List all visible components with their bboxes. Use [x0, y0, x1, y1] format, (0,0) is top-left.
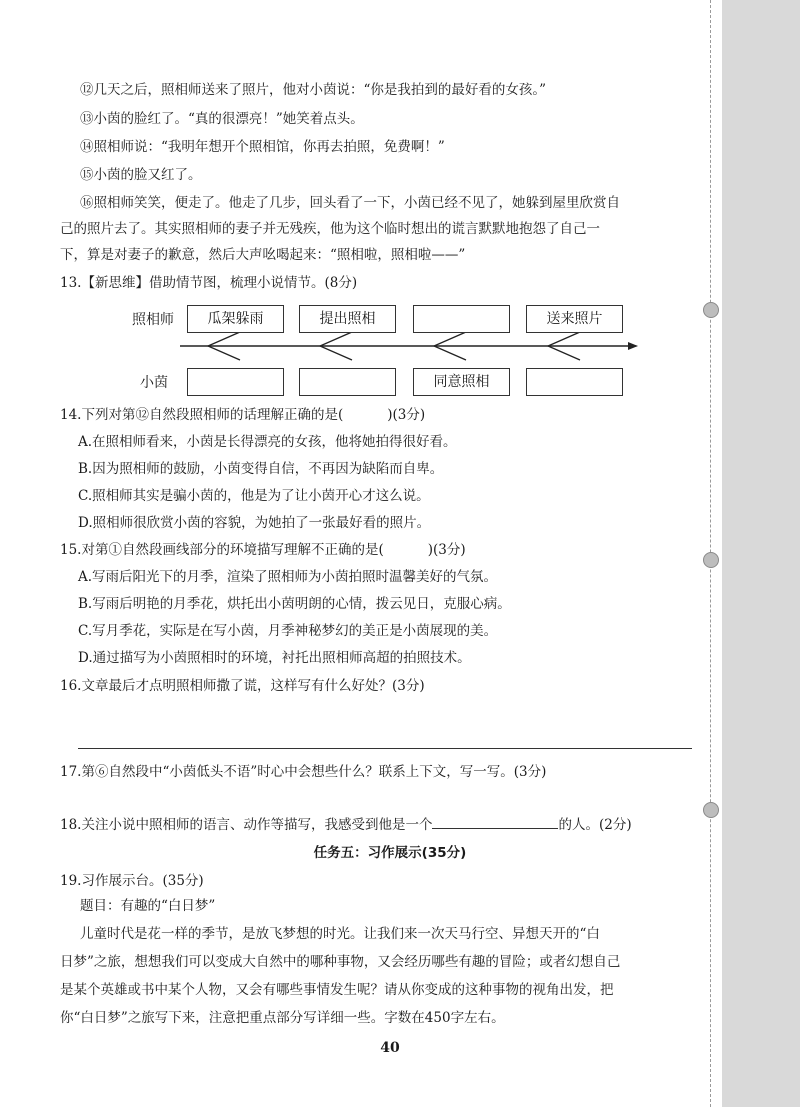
essay-instructions-line: 是某个英雄或书中某个人物，又会有哪些事情发生呢？请从你变成的这种事物的视角出发，把 — [60, 982, 614, 998]
answer-blank[interactable] — [432, 814, 558, 829]
essay-instructions-line: 儿童时代是花一样的季节，是放飞梦想的时光。让我们来一次天马行空、异想天开的“白 — [80, 926, 600, 942]
option[interactable]: B.写雨后明艳的月季花，烘托出小茵明朗的心情，拨云见日，克服心病。 — [78, 596, 511, 612]
option[interactable]: B.因为照相师的鼓励，小茵变得自信，不再因为缺陷而自卑。 — [78, 461, 444, 477]
paragraph-16-line: ⑯照相师笑笑，便走了。他走了几步，回头看了一下，小茵已经不见了，她躲到屋里欣赏自 — [80, 195, 620, 211]
plot-answer-box[interactable] — [187, 368, 284, 396]
option[interactable]: C.照相师其实是骗小茵的，他是为了让小茵开心才这么说。 — [78, 488, 430, 504]
essay-instructions-line: 你“白日梦”之旅写下来，注意把重点部分写详细一些。字数在450字左右。 — [60, 1010, 505, 1026]
paragraph-12: ⑫几天之后，照相师送来了照片，他对小茵说：“你是我拍到的最好看的女孩。” — [80, 82, 547, 98]
plot-arrowhead — [628, 342, 638, 350]
essay-instructions-line: 日梦”之旅，想想我们可以变成大自然中的哪种事物，又会经历哪些有趣的冒险；或者幻想自己 — [60, 954, 621, 970]
question-13-prompt: 13.【新思维】借助情节图，梳理小说情节。(8分) — [60, 275, 358, 291]
paragraph-15: ⑮小茵的脸又红了。 — [80, 167, 202, 183]
plot-answer-box[interactable] — [526, 368, 623, 396]
option[interactable]: D.照相师很欣赏小茵的容貌，为她拍了一张最好看的照片。 — [78, 515, 431, 531]
answer-line[interactable] — [78, 748, 692, 749]
option[interactable]: C.写月季花，实际是在写小茵，月季神秘梦幻的美正是小茵展现的美。 — [78, 623, 498, 639]
plot-box-filled: 提出照相 — [299, 305, 396, 333]
plot-row-label: 照相师 — [132, 312, 174, 328]
question-18-prompt: 18.关注小说中照相师的语言、动作等描写，我感受到他是一个 的人。(2分) — [60, 814, 632, 835]
plot-box-filled: 同意照相 — [413, 368, 510, 396]
paragraph-16-line: 己的照片去了。其实照相师的妻子并无残疾，他为这个临时想出的谎言默默地抱怨了自己一 — [60, 221, 600, 237]
question-14-prompt: 14.下列对第⑫自然段照相师的话理解正确的是( )(3分) — [60, 407, 426, 423]
plot-answer-box[interactable] — [299, 368, 396, 396]
plot-box-filled: 瓜架躲雨 — [187, 305, 284, 333]
section-title: 任务五：习作展示(35分) — [313, 845, 467, 861]
paragraph-13: ⑬小茵的脸红了。“真的很漂亮！”她笑着点头。 — [80, 111, 364, 127]
question-17-prompt: 17.第⑥自然段中“小茵低头不语”时心中会想些什么？联系上下文，写一写。(3分) — [60, 764, 547, 780]
option[interactable]: D.通过描写为小茵照相时的环境，衬托出照相师高超的拍照技术。 — [78, 650, 471, 666]
option[interactable]: A.写雨后阳光下的月季，渲染了照相师为小茵拍照时温馨美好的气氛。 — [78, 569, 498, 585]
plot-box-filled: 送来照片 — [526, 305, 623, 333]
option[interactable]: A.在照相师看来，小茵是长得漂亮的女孩，他将她拍得很好看。 — [78, 434, 457, 450]
plot-answer-box[interactable] — [413, 305, 510, 333]
plot-row-label: 小茵 — [140, 375, 168, 391]
paragraph-14: ⑭照相师说：“我明年想开个照相馆，你再去拍照，免费啊！” — [80, 139, 445, 155]
essay-topic: 题目：有趣的“白日梦” — [80, 898, 216, 914]
question-19-prompt: 19.习作展示台。(35分) — [60, 873, 204, 889]
page-number: 40 — [380, 1040, 400, 1056]
paragraph-16-line: 下，算是对妻子的歉意，然后大声吆喝起来：“照相啦，照相啦——” — [60, 247, 466, 263]
question-16-prompt: 16.文章最后才点明照相师撒了谎，这样写有什么好处？(3分) — [60, 678, 425, 694]
question-15-prompt: 15.对第①自然段画线部分的环境描写理解不正确的是( )(3分) — [60, 542, 466, 558]
